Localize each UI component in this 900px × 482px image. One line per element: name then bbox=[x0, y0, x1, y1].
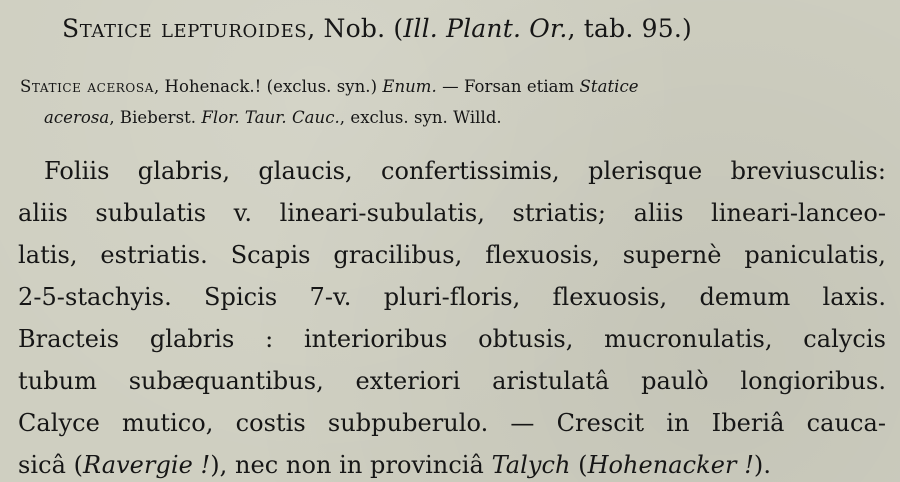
locality-talych: Talych bbox=[491, 451, 571, 479]
synonym-text: , Hohenack.! (exclus. syn.) bbox=[153, 77, 383, 96]
description-line: Foliis glabris, glaucis, confertissimis, plerisque breviusculis: bbox=[44, 157, 886, 185]
species-name: Statice lepturoides bbox=[62, 14, 308, 43]
heading-reference: Ill. Plant. Or. bbox=[403, 14, 568, 43]
heading-authority: , Nob. ( bbox=[307, 14, 404, 43]
description-line: Calyce mutico, costis subpuberulo. — Crescit in Iberiâ caucа- bbox=[18, 409, 886, 437]
synonym-enum: Enum. bbox=[382, 77, 437, 96]
collector-ravergie: Ravergie ! bbox=[83, 451, 211, 479]
description-line: latis, estriatis. Scapis gracilibus, flexuosis, supernè paniculatis, bbox=[18, 241, 886, 269]
description-line: aliis subulatis v. lineari-subulatis, striatis; aliis lineari-lanceo- bbox=[18, 199, 886, 227]
description-text: sicâ ( bbox=[18, 451, 84, 479]
description-line: Bracteis glabris : interioribus obtusis, mucronulatis, calycis bbox=[18, 325, 886, 353]
synonym-text: , exclus. syn. Willd. bbox=[339, 108, 502, 127]
synonym-genus: Statice bbox=[579, 77, 639, 96]
synonym-name: Statice acerosa bbox=[20, 77, 154, 96]
description-text: ). bbox=[753, 451, 771, 479]
description-text: ( bbox=[570, 451, 588, 479]
description-line: tubum subæquantibus, exteriori aristulatâ paulò longioribus. bbox=[18, 367, 886, 395]
synonym-flora: Flor. Taur. Cauc. bbox=[201, 108, 340, 127]
description-line: 2-5-stachyis. Spicis 7-v. pluri-floris, flexuosis, demum laxis. bbox=[18, 283, 886, 311]
synonym-line-2 bbox=[44, 108, 502, 127]
synonym-line-1 bbox=[20, 77, 639, 96]
synonym-epithet: acerosa bbox=[44, 108, 110, 127]
heading-plate: , tab. 95.) bbox=[567, 14, 692, 43]
description-last-line bbox=[18, 451, 771, 479]
synonym-text: , Bieberst. bbox=[109, 108, 202, 127]
collector-hohenacker: Hohenacker ! bbox=[587, 451, 754, 479]
species-heading bbox=[62, 14, 692, 43]
synonym-text: — Forsan etiam bbox=[436, 77, 580, 96]
description-text: ), nec non in provinciâ bbox=[210, 451, 492, 479]
